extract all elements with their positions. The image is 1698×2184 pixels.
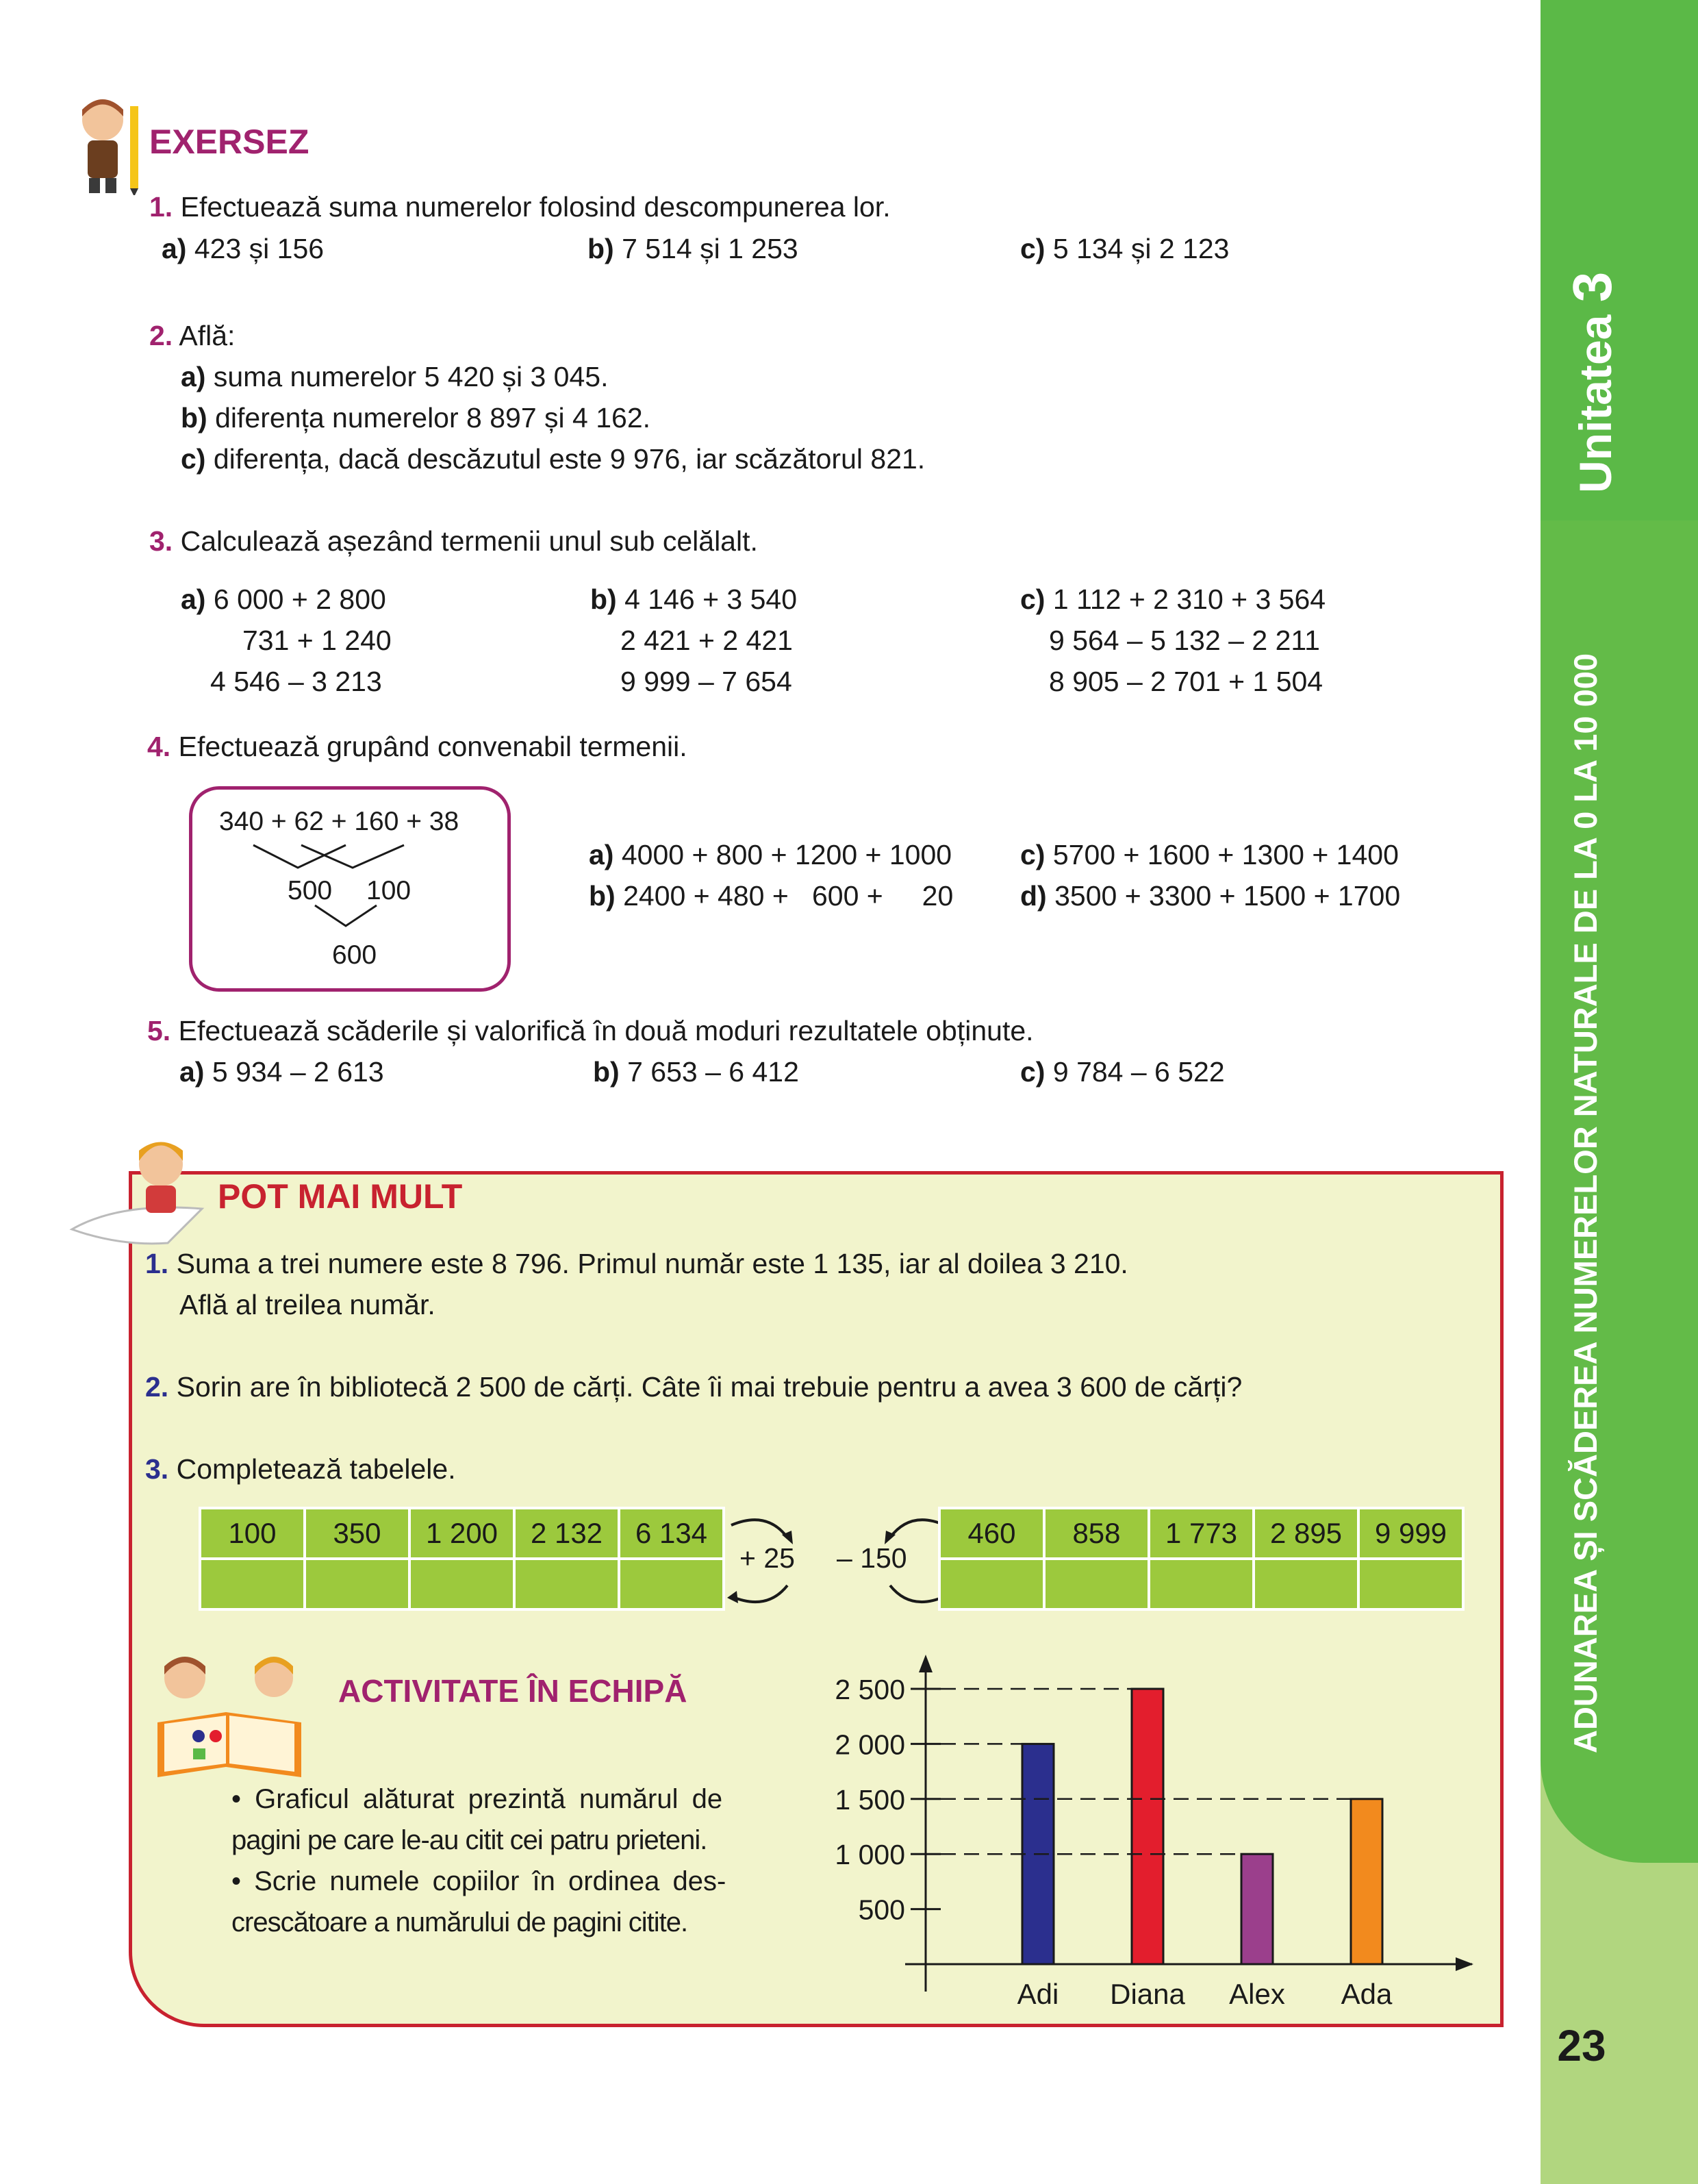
table-1-header-cell: 2 132 [514, 1508, 619, 1559]
exercise-3: 3. Calculează așezând termenii unul sub celălalt. [149, 525, 758, 557]
exercise-3-b-3: 9 999 – 7 654 [620, 666, 792, 697]
y-tick-label: 500 [858, 1894, 905, 1926]
chapter-title: ADUNAREA ȘI SCĂDEREA NUMERELOR NATURALE DE LA 0 LA 10 000 [1567, 653, 1604, 1753]
y-tick-label: 2 500 [835, 1674, 905, 1705]
exercise-4-c: c) 5700 + 1600 + 1300 + 1400 [1020, 839, 1399, 870]
exercise-3-b-1: b) 4 146 + 3 540 [590, 583, 798, 615]
exercise-3-c-3: 8 905 – 2 701 + 1 504 [1049, 666, 1323, 697]
exercise-2-c: c) diferența, dacă descăzutul este 9 976, iar scăzătorul 821. [181, 443, 926, 475]
exercise-3-c-1: c) 1 112 + 2 310 + 3 564 [1020, 583, 1326, 615]
page-number: 23 [1557, 2021, 1606, 2070]
exercise-2-a: a) suma numerelor 5 420 și 3 045. [181, 361, 609, 392]
section-title-activitate: ACTIVITATE ÎN ECHIPĂ [338, 1673, 687, 1709]
unit-label: Unitatea 3 [1562, 271, 1623, 493]
exercise-3-c-2: 9 564 – 5 132 – 2 211 [1049, 625, 1320, 656]
y-tick-label: 1 000 [835, 1839, 905, 1871]
table-1-header-cell: 1 200 [409, 1508, 514, 1559]
section-title-pot-mai-mult: POT MAI MULT [218, 1177, 463, 1216]
exercise-4-b: b) 2400 + 480 + 600 + 20 [589, 880, 954, 912]
exercise-1-c: c) 5 134 și 2 123 [1020, 233, 1230, 264]
table-1-header-cell: 350 [305, 1508, 409, 1559]
x-axis-arrow [1456, 1957, 1473, 1971]
x-tick-label: Diana [1110, 1978, 1185, 2010]
bar-diana [1132, 1689, 1163, 1964]
challenge-1: 1. Suma a trei numere este 8 796. Primul număr este 1 135, iar al doilea 3 210. [145, 1248, 1128, 1279]
table-2-header-cell: 2 895 [1254, 1508, 1358, 1559]
challenge-2: 2. Sorin are în bibliotecă 2 500 de cărți. Câte îi mai trebuie pentru a avea 3 600 de cărți? [145, 1371, 1243, 1403]
exercise-4-a: a) 4000 + 800 + 1200 + 1000 [589, 839, 952, 870]
y-tick-label: 1 500 [835, 1783, 905, 1816]
x-tick-label: Alex [1229, 1978, 1285, 2010]
y-tick-label: 2 000 [835, 1729, 905, 1761]
table-2-header-cell: 858 [1044, 1508, 1149, 1559]
x-tick-label: Adi [1017, 1978, 1059, 2010]
example-partial-2: 100 [366, 876, 411, 905]
exercise-1-a: a) 423 și 156 [162, 233, 325, 264]
bar-alex [1241, 1854, 1273, 1964]
activity-bullet-2-line-2: crescătoare a numărului de pagini citite. [231, 1907, 688, 1937]
exercise-5-a: a) 5 934 – 2 613 [179, 1056, 384, 1088]
table-2-header-cell: 9 999 [1358, 1508, 1463, 1559]
example-sum: 340 + 62 + 160 + 38 [219, 807, 459, 836]
challenge-1-line-2: Află al treilea număr. [179, 1289, 435, 1320]
section-title-exersez: EXERSEZ [149, 123, 309, 161]
challenge-3: 3. Completează tabelele. [145, 1453, 456, 1485]
y-axis-arrow [919, 1655, 933, 1672]
exercise-3-a-1: a) 6 000 + 2 800 [181, 583, 386, 615]
exercise-1-b: b) 7 514 și 1 253 [587, 233, 798, 264]
exercise-2: 2. Află: [149, 320, 236, 351]
exercise-4: 4. Efectuează grupând convenabil termenii. [147, 731, 687, 762]
exercise-4-d: d) 3500 + 3300 + 1500 + 1700 [1020, 880, 1401, 912]
exercise-5: 5. Efectuează scăderile și valorifică în două moduri rezultatele obținute. [147, 1015, 1034, 1046]
table-2-header-cell: 460 [939, 1508, 1044, 1559]
example-result: 600 [332, 940, 377, 970]
operator-plus-25: + 25 [739, 1542, 795, 1574]
operator-minus-150: – 150 [837, 1542, 907, 1574]
exercise-5-b: b) 7 653 – 6 412 [593, 1056, 799, 1088]
exercise-1: 1. Efectuează suma numerelor folosind descompunerea lor. [149, 191, 891, 223]
exercise-3-a-3: 4 546 – 3 213 [210, 666, 382, 697]
activity-bullet-1-line-1: • Graficul alăturat prezintă numărul de [231, 1784, 723, 1814]
table-2-header-cell: 1 773 [1149, 1508, 1254, 1559]
exercise-3-a-2: 731 + 1 240 [242, 625, 392, 656]
bar-ada [1351, 1799, 1382, 1964]
exercise-2-b: b) diferența numerelor 8 897 și 4 162. [181, 402, 651, 434]
table-1-header-cell: 100 [200, 1508, 305, 1559]
example-partial-1: 500 [288, 876, 333, 905]
activity-bullet-1-line-2: pagini pe care le-au citit cei patru prieteni. [231, 1825, 707, 1855]
x-tick-label: Ada [1341, 1978, 1393, 2010]
table-1-header-cell: 6 134 [619, 1508, 724, 1559]
activity-bullet-2-line-1: • Scrie numele copiilor în ordinea des- [231, 1866, 726, 1896]
exercise-5-c: c) 9 784 – 6 522 [1020, 1056, 1225, 1088]
exercise-3-b-2: 2 421 + 2 421 [620, 625, 793, 656]
